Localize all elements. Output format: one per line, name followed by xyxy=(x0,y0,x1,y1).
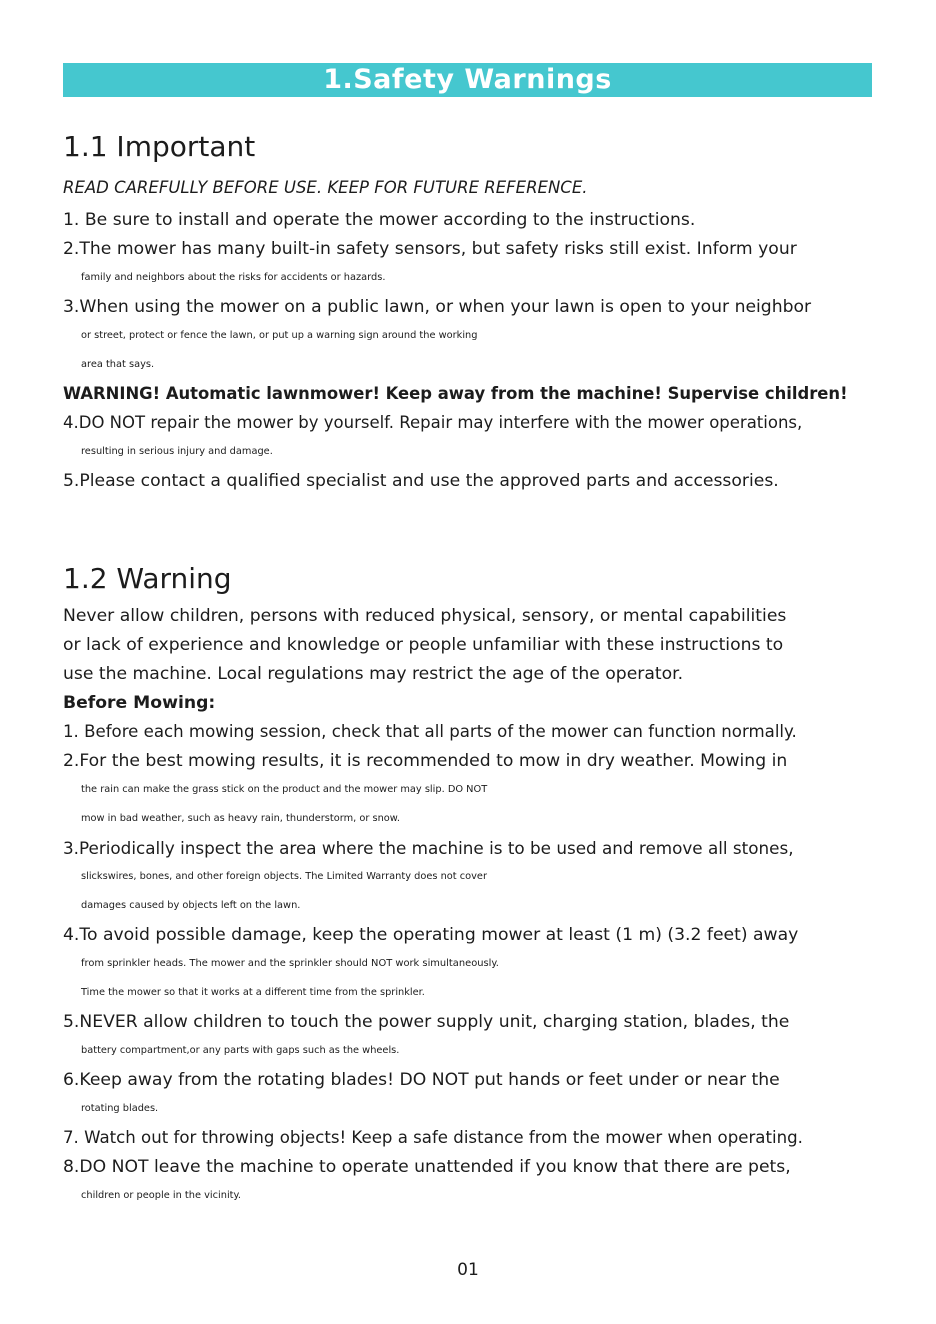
list-item: 2.The mower has many built-in safety sensors, but safety risks still exist. Inform your xyxy=(63,239,797,259)
paragraph-line: or lack of experience and knowledge or people unfamiliar with these instructions to xyxy=(63,635,784,655)
list-item: 3.When using the mower on a public lawn, or when your lawn is open to your neighbor xyxy=(63,297,812,317)
page-number: 01 xyxy=(457,1260,479,1280)
list-item-continued: slickswires, bones, and other foreign objects. The Limited Warranty does not cover xyxy=(81,871,487,882)
paragraph-line: use the machine. Local regulations may restrict the age of the operator. xyxy=(63,664,684,684)
list-item: 6.Keep away from the rotating blades! DO NOT put hands or feet under or near the xyxy=(63,1070,780,1090)
list-item-continued: mow in bad weather, such as heavy rain, thunderstorm, or snow. xyxy=(81,813,401,824)
list-item: 3.Periodically inspect the area where the machine is to be used and remove all stones, xyxy=(63,838,794,858)
list-item: 5.Please contact a qualified specialist and use the approved parts and accessories. xyxy=(63,471,779,491)
before-mowing-subheading: Before Mowing: xyxy=(63,693,216,713)
list-item-continued: children or people in the vicinity. xyxy=(81,1190,242,1201)
list-item: 8.DO NOT leave the machine to operate unattended if you know that there are pets, xyxy=(63,1157,791,1177)
warning-sign-text: WARNING! Automatic lawnmower! Keep away from the machine! Supervise children! xyxy=(63,384,848,403)
list-item: 4.To avoid possible damage, keep the operating mower at least (1 m) (3.2 feet) away xyxy=(63,925,799,945)
heading-important: 1.1 Important xyxy=(63,130,256,163)
paragraph-line: Never allow children, persons with reduced physical, sensory, or mental capabilities xyxy=(63,606,787,626)
list-item-continued: damages caused by objects left on the lawn. xyxy=(81,900,301,911)
list-item-continued: resulting in serious injury and damage. xyxy=(81,446,273,457)
list-item: 5.NEVER allow children to touch the power supply unit, charging station, blades, the xyxy=(63,1012,790,1032)
list-item-continued: Time the mower so that it works at a different time from the sprinkler. xyxy=(81,987,425,998)
list-item: 1. Before each mowing session, check that all parts of the mower can function normally. xyxy=(63,722,797,741)
list-item: 4.DO NOT repair the mower by yourself. Repair may interfere with the mower operations, xyxy=(63,413,803,432)
list-item-continued: family and neighbors about the risks for accidents or hazards. xyxy=(81,272,386,283)
list-item-continued: area that says. xyxy=(81,359,155,370)
section-banner: 1.Safety Warnings xyxy=(63,63,872,97)
list-item: 7. Watch out for throwing objects! Keep a safe distance from the mower when operating. xyxy=(63,1128,803,1147)
list-item-continued: the rain can make the grass stick on the product and the mower may slip. DO NOT xyxy=(81,784,488,795)
list-item-continued: battery compartment,or any parts with gaps such as the wheels. xyxy=(81,1045,400,1056)
read-carefully-note: READ CAREFULLY BEFORE USE. KEEP FOR FUTURE REFERENCE. xyxy=(63,178,588,197)
list-item-continued: from sprinkler heads. The mower and the sprinkler should NOT work simultaneously. xyxy=(81,958,499,969)
heading-warning: 1.2 Warning xyxy=(63,562,232,595)
list-item-continued: or street, protect or fence the lawn, or put up a warning sign around the working xyxy=(81,330,478,341)
list-item: 2.For the best mowing results, it is recommended to mow in dry weather. Mowing in xyxy=(63,751,788,771)
list-item-continued: rotating blades. xyxy=(81,1103,159,1114)
list-item: 1. Be sure to install and operate the mower according to the instructions. xyxy=(63,210,696,230)
